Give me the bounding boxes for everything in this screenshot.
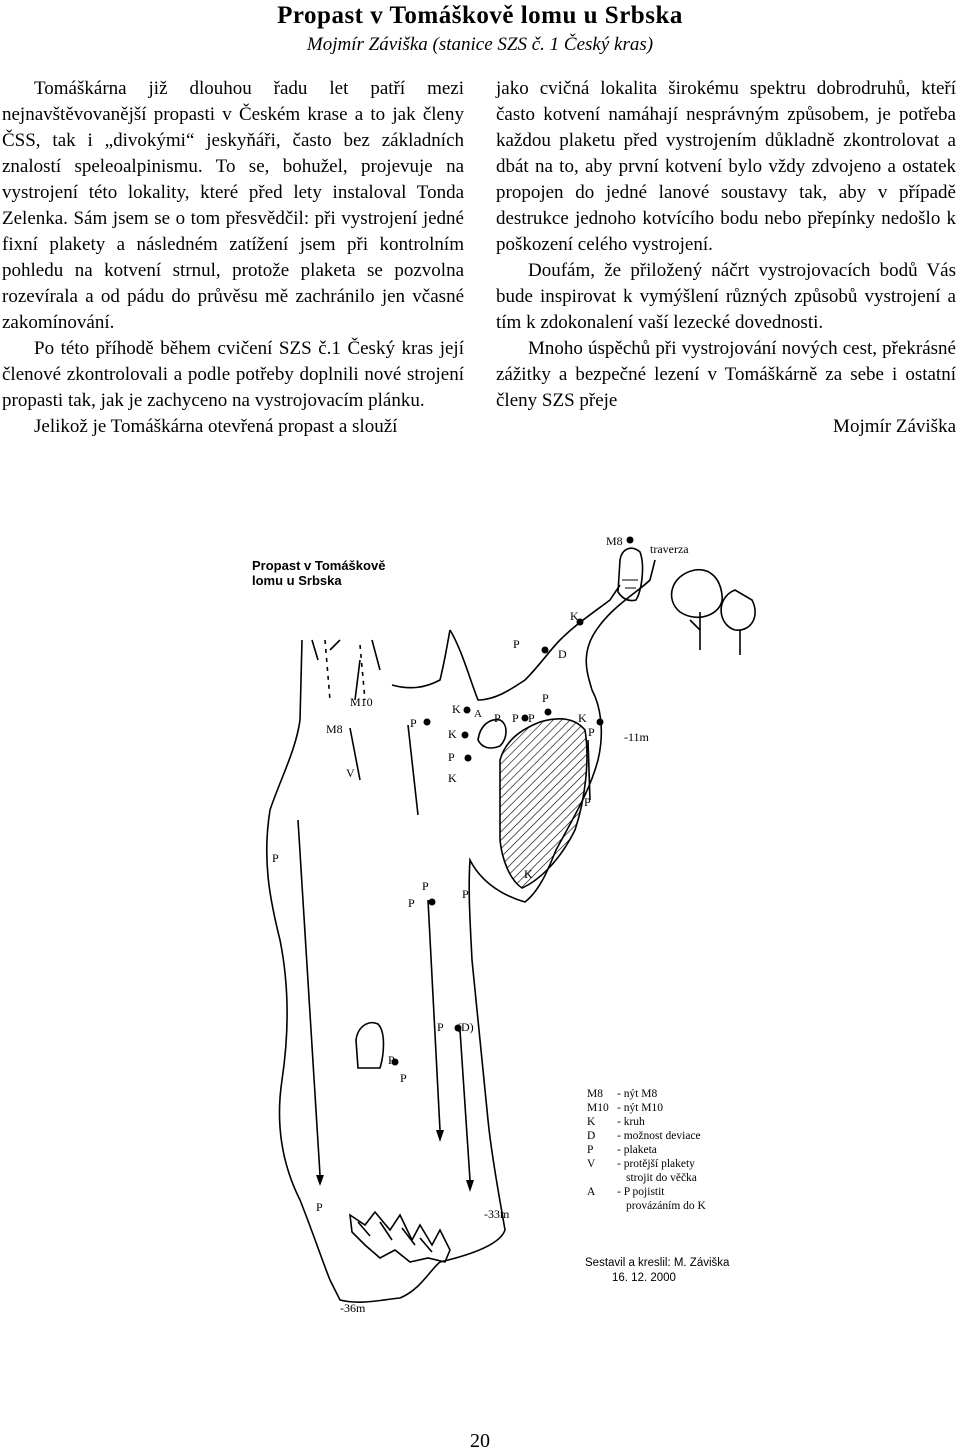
label-p: P	[513, 637, 520, 651]
legend	[587, 1088, 707, 1212]
legend-text: - kruh	[617, 1116, 645, 1128]
signature: Mojmír Záviška	[833, 416, 956, 437]
label-k: K	[448, 727, 457, 741]
paragraph: Po této příhodě během cvičení SZS č.1 Český kras její členové zkontrolovali a podle potřeby doplnili nové strojení propasti tak, jak je zachyceno na vystrojovacím plánku.	[2, 338, 464, 411]
small-arch	[478, 720, 506, 748]
label-p: P	[316, 1200, 323, 1214]
cave-outline-top	[300, 630, 450, 720]
label-depth: -11m	[624, 730, 649, 744]
label-p: P	[388, 1053, 395, 1067]
arrow-icon	[466, 1180, 474, 1192]
label-p: P	[512, 711, 519, 725]
legend-key: D	[587, 1130, 596, 1142]
legend-text: - P pojistit	[617, 1186, 665, 1198]
cave-outline-right-top	[450, 585, 620, 700]
rope	[460, 1030, 470, 1180]
diagram-svg	[0, 500, 960, 1330]
legend-text: strojit do věčka	[626, 1172, 697, 1184]
legend-text: - možnost deviace	[617, 1130, 701, 1142]
paragraph: Jelikož je Tomáškárna otevřená propast a slouží	[34, 416, 398, 437]
figure-credit-date: 16. 12. 2000	[612, 1272, 676, 1284]
label-p: P	[272, 851, 279, 865]
label-k: K	[448, 771, 457, 785]
label-k: K	[570, 609, 579, 623]
legend-key: P	[587, 1144, 594, 1156]
label-p: P	[588, 725, 595, 739]
label-k: K	[578, 711, 587, 725]
label-traverza: traverza	[650, 542, 689, 556]
legend-text: - nýt M8	[617, 1088, 658, 1100]
tree	[721, 590, 755, 630]
label-m8: M8	[606, 534, 623, 548]
label-p: P	[422, 879, 429, 893]
arrow-icon	[436, 1130, 444, 1142]
label-k: K	[452, 702, 461, 716]
text-column-right	[496, 76, 956, 440]
bolt-dot	[597, 719, 604, 726]
rope	[408, 725, 418, 815]
cave-rigging-diagram	[0, 500, 960, 1330]
label-p: P	[448, 750, 455, 764]
rope	[588, 740, 590, 800]
legend-text: - plaketa	[617, 1144, 657, 1156]
entrance-arch	[618, 548, 643, 600]
paragraph: Tomáškárna již dlouhou řadu let patří mezi nejnavštěvovanější propasti v Českém krase a to jak členy ČSS, tak i „divokými“ jeskyňáři, často bez základních znalostí speleoalpinismu. To se, bohužel, projevuje na vystrojení této lokality, které před lety instaloval Tonda Zelenka. Sám jsem se o tom přesvědčil: při vystrojení jedné fixní plakety a následném zatížení jsem při kontrolním pohledu na kotvení strnul, protože plaketa se pozvolna rozevírala a od pádu do průvěsu mě zachránilo jen včasné zakomínování.	[2, 78, 464, 333]
label-p: P	[400, 1071, 407, 1085]
figure-title: Propast v Tomáškově	[252, 558, 386, 573]
label-p: P	[437, 1020, 444, 1034]
legend-key: A	[587, 1186, 596, 1198]
bolt-dot	[465, 755, 472, 762]
label-m8: M8	[326, 722, 343, 736]
article-title: Propast v Tomáškově lomu u Srbska	[277, 2, 683, 29]
cave-outline	[267, 560, 655, 1302]
legend-text: - protější plakety	[617, 1158, 695, 1170]
figure-credit: Sestavil a kreslil: M. Záviška	[585, 1257, 730, 1269]
label-v: V	[346, 766, 355, 780]
figure-title: lomu u Srbska	[252, 573, 342, 588]
label-m10: M10	[350, 695, 373, 709]
paragraph: Doufám, že přiložený náčrt vystrojovacích bodů Vás bude inspirovat k vymýšlení různých způsobů vystrojení a tím k zdokonalení vaší lezecké dovednosti.	[496, 260, 956, 333]
label-p: P	[584, 795, 591, 809]
bolt-dot	[545, 709, 552, 716]
label-p: P	[494, 711, 501, 725]
rope	[298, 820, 320, 1175]
rubble	[350, 1212, 450, 1262]
paragraph: Mnoho úspěchů při vystrojování nových cest, překrásné zážitky a bezpečné lezení v Tomáškárně za sebe i ostatní členy SZS přeje	[496, 338, 956, 411]
bolt-dot	[542, 647, 549, 654]
label-depth: -33m	[484, 1207, 510, 1221]
text-column-left	[2, 76, 464, 440]
arrow-icon	[316, 1175, 324, 1186]
label-a: A	[474, 708, 482, 720]
page-number: 20	[470, 1430, 490, 1452]
rock-pillar	[500, 719, 587, 888]
tree	[672, 570, 723, 618]
article-author: Mojmír Záviška (stanice SZS č. 1 Český kras)	[306, 34, 654, 55]
legend-key: M8	[587, 1088, 603, 1100]
legend-key: K	[587, 1116, 596, 1128]
bolt-dot	[429, 899, 436, 906]
legend-key: M10	[587, 1102, 609, 1114]
label-p: P	[462, 887, 469, 901]
bolt-dot	[464, 707, 471, 714]
label-p: P	[408, 896, 415, 910]
legend-text: - nýt M10	[617, 1102, 663, 1114]
bolt-dot	[462, 732, 469, 739]
label-p: P	[528, 711, 535, 725]
label-d: D	[558, 647, 567, 661]
label-p: P	[410, 716, 417, 730]
legend-key: V	[587, 1158, 596, 1170]
rope	[428, 900, 440, 1130]
paragraph: jako cvičná lokalita širokému spektru dobrodruhů, kteří často kotvení namáhají nesprávným způsobem, je potřeba každou plaketu před vystrojením důkladně zkontrolovat a dbát na to, aby první kotvení bylo vždy zdvojeno a ostatek propojen do jedné lanové soustavy tak, aby v případě destrukce jednoho kotvícího bodu nebo přepínky nedošlo k poškození celého vystrojení.	[496, 78, 956, 255]
label-p: P	[542, 691, 549, 705]
label-d: (D)	[457, 1020, 474, 1034]
bolt-dot	[627, 537, 634, 544]
label-depth: -36m	[340, 1301, 366, 1315]
label-k: K	[524, 867, 533, 881]
lower-arch	[356, 1023, 384, 1068]
bolt-dot	[424, 719, 431, 726]
legend-text: provázáním do K	[626, 1200, 706, 1212]
